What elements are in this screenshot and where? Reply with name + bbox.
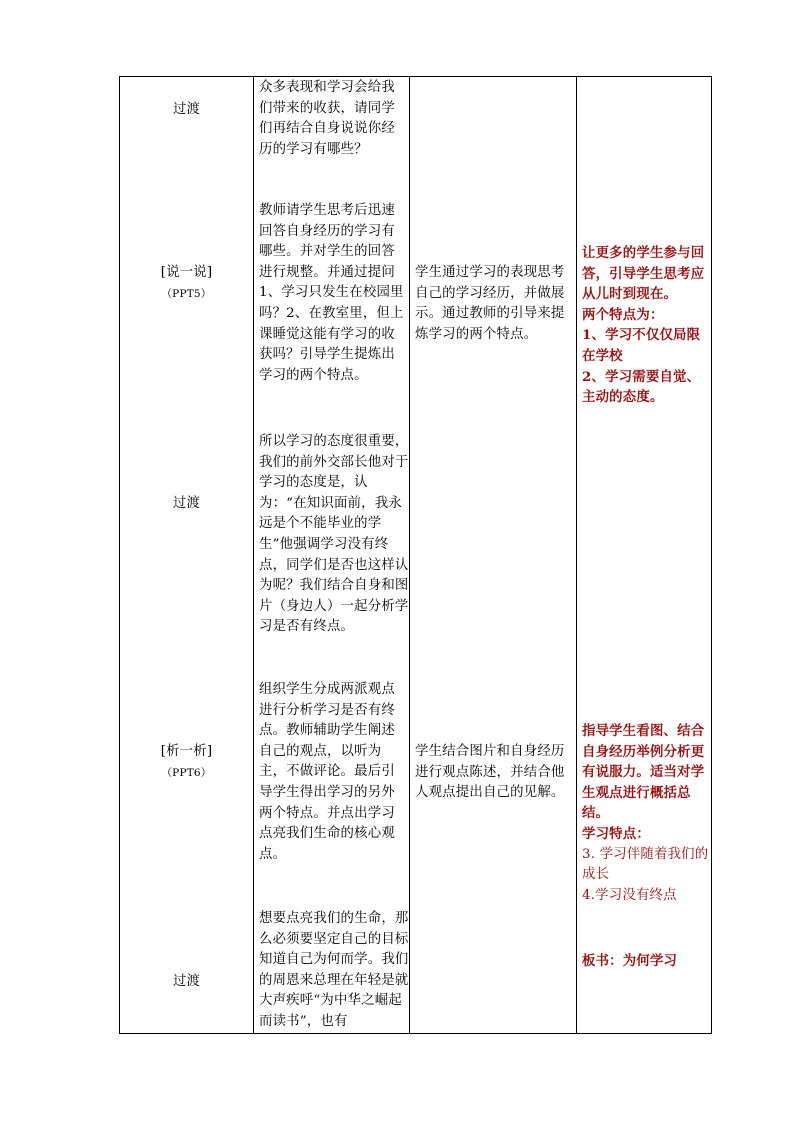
design-intent — [582, 951, 710, 972]
column-divider — [576, 77, 577, 1033]
column-divider — [253, 77, 254, 1033]
teacher-activity — [259, 432, 409, 638]
row-label-text: 过渡 — [172, 496, 201, 511]
design-intent-line: 两个特点为： — [582, 306, 664, 323]
design-intent — [582, 721, 710, 906]
row-label-ppt: （PPT6） — [161, 766, 212, 779]
column-divider — [409, 77, 410, 1033]
teacher-activity-text: 教师请学生思考后迅速回答自身经历的学习有哪些。并对学生的回答进行规整。并通过提问1、学习只发生在校园里吗？2、在教室里，但上课睡觉这能有学习的收获吗？引导学生提炼出学习的两个特点。 — [259, 203, 404, 383]
row-label — [120, 494, 253, 515]
student-activity — [415, 263, 573, 345]
design-intent-line: 3. 学习伴随着我们的成长 — [582, 846, 709, 883]
row-label — [120, 263, 253, 304]
design-intent-line: 1、学习不仅仅局限在学校 — [582, 327, 701, 364]
row-label-text: [说一说] — [160, 265, 213, 280]
row-label — [120, 100, 253, 121]
design-intent-line: 2、学习需要自觉、主动的态度。 — [582, 368, 701, 406]
row-label — [120, 742, 253, 783]
student-activity — [415, 742, 573, 804]
teacher-activity — [259, 201, 407, 386]
teacher-activity-text: 众多表现和学习会给我们带来的收获，请同学们再结合自身说说你经历的学习有哪些？ — [259, 80, 395, 157]
teacher-activity — [259, 909, 409, 1033]
row-label-text: [析一析] — [160, 744, 213, 759]
teacher-activity-text: 组织学生分成两派观点进行分析学习是否有终点。教师辅助学生阐述自己的观点，以听为主，不做评论。最后引导学生得出学习的另外两个特点。并点出学习点亮我们生命的核心观点。 — [259, 682, 395, 862]
design-intent-line: 指导学生看图、结合自身经历举例分析更有说服力。适当对学生观点进行概括总结。 — [582, 723, 705, 822]
design-intent-line: 让更多的学生参与回答，引导学生思考应从儿时到现在。 — [582, 245, 705, 303]
lesson-plan-table — [119, 76, 712, 1034]
design-intent-line: 学习特点： — [582, 825, 650, 842]
teacher-activity-text: 所以学习的态度很重要，我们的前外交部长他对于学习的态度是，认为：“在知识面前，我永远是个不能毕业的学生”他强调学习没有终点，同学们是否也这样认为呢？我们结合自身和图片（身边人）一起分析学习是否有终点。 — [259, 434, 409, 635]
student-activity-text: 学生通过学习的表现思考自己的学习经历，并做展示。通过教师的引导来提炼学习的两个特点。 — [415, 265, 565, 342]
row-label-text: 过渡 — [172, 974, 201, 989]
teacher-activity-text: 想要点亮我们的生命，那么必须要坚定自己的目标知道自己为何而学。我们的周恩来总理在年轻是就大声疾呼“为中华之崛起而读书”，也有 — [259, 911, 409, 1029]
row-label — [120, 972, 253, 993]
row-label-ppt: （PPT5） — [161, 287, 212, 300]
student-activity-text: 学生结合图片和自身经历进行观点陈述，并结合他人观点提出自己的见解。 — [415, 744, 565, 801]
design-intent-line: 4.学习没有终点 — [582, 887, 677, 903]
row-label-text: 过渡 — [172, 102, 201, 117]
teacher-activity — [259, 680, 407, 865]
teacher-activity — [259, 78, 407, 160]
blackboard-note: 板书：为何学习 — [582, 953, 678, 969]
design-intent — [582, 243, 710, 408]
